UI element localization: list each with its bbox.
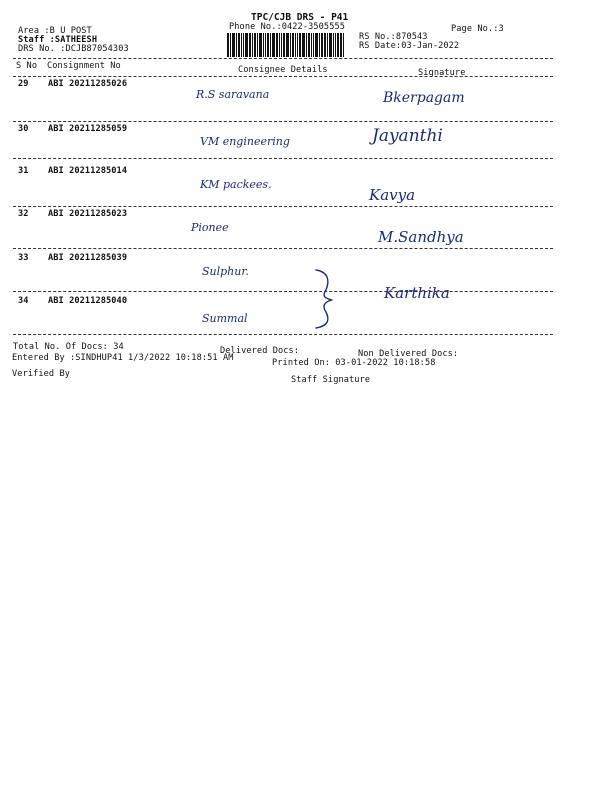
col-signature: Signature [418,68,466,78]
row-consignee: Sulphur. [202,265,249,278]
col-consignee: Consignee Details [238,65,328,75]
divider [13,121,553,122]
row-sno: 33 [18,253,29,263]
total-docs: Total No. Of Docs: 34 [13,342,124,352]
row-signature: M.Sandhya [378,228,464,246]
row-consignment: ABI 20211285040 [48,296,128,306]
divider [13,206,553,207]
row-sno: 32 [18,209,29,219]
row-consignment: ABI 20211285039 [48,253,128,263]
divider [13,248,553,249]
brace-mark [310,268,340,330]
row-consignee: Summal [202,312,248,325]
row-sno: 29 [18,79,29,89]
verified-by: Verified By [12,369,71,379]
row-consignment: ABI 20211285059 [48,124,128,134]
staff-signature-label: Staff Signature [291,375,371,385]
non-delivered-docs: Non Delivered Docs: [358,349,459,359]
row-sno: 31 [18,166,29,176]
row-signature: Jayanthi [372,126,443,146]
divider [13,58,553,59]
col-sno: S No [16,61,38,71]
barcode [227,33,350,57]
row-consignee: Pionee [191,221,229,234]
phone-number: Phone No.:0422-3505555 [229,22,346,32]
divider [13,291,553,292]
rs-number: RS No.:870543 [359,32,428,42]
staff-label: Staff :SATHEESH [18,35,98,45]
row-consignee: VM engineering [200,135,290,148]
document-title: TPC/CJB DRS - P41 [251,12,349,23]
row-consignee: R.S saravana [196,88,270,101]
row-signature: Kavya [369,186,416,204]
divider [13,334,553,335]
drs-number: DRS No. :DCJB87054303 [18,44,129,54]
row-consignee: KM packees. [200,178,272,191]
divider [13,76,553,77]
col-consignment: Consignment No [47,61,121,71]
row-sno: 34 [18,296,29,306]
printed-on: Printed On: 03-01-2022 10:18:58 [272,358,436,368]
area-label: Area :B U POST [18,26,92,36]
row-signature: Karthika [384,284,450,302]
entered-by: Entered By :SINDHUP41 1/3/2022 10:18:51 AM [12,353,234,363]
row-consignment: ABI 20211285023 [48,209,128,219]
divider [13,158,553,159]
row-consignment: ABI 20211285014 [48,166,128,176]
page-number: Page No.:3 [451,24,504,34]
row-signature: Bkerpagam [383,90,465,106]
row-consignment: ABI 20211285026 [48,79,128,89]
row-sno: 30 [18,124,29,134]
rs-date: RS Date:03-Jan-2022 [359,41,460,51]
delivered-docs: Delivered Docs: [220,346,300,356]
